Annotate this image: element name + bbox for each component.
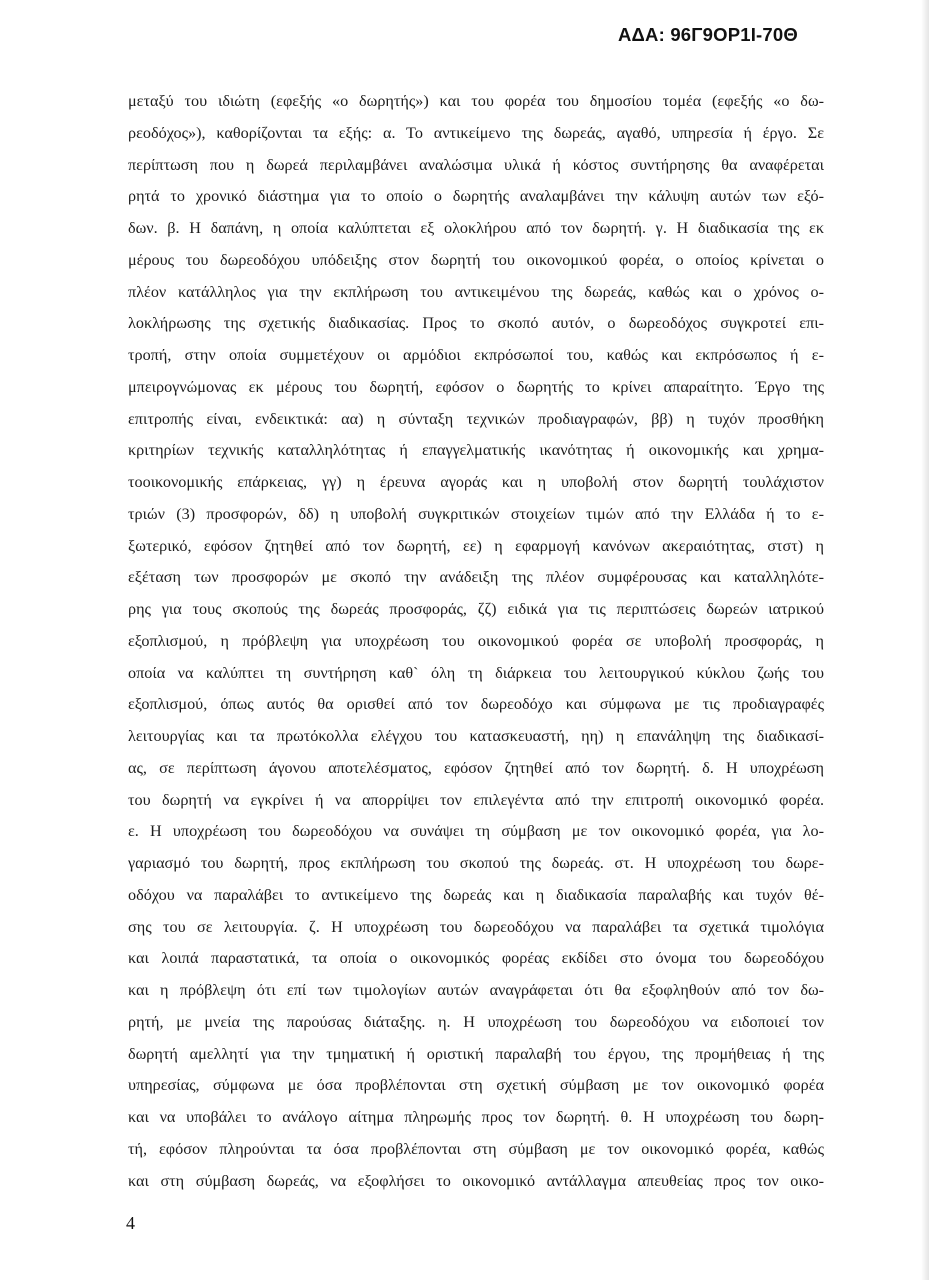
text-line: πλέον κατάλληλος για την εκπλήρωση του αντικειμένου της δωρεάς, καθώς και ο χρόνος ο-	[128, 282, 824, 301]
text-line: ας, σε περίπτωση άγονου αποτελέσματος, εφόσον ζητηθεί από τον δωρητή. δ. Η υποχρέωση	[128, 758, 824, 777]
text-line: ξωτερικό, εφόσον ζητηθεί από τον δωρητή, εε) η εφαρμογή κανόνων ακεραιότητας, στστ) η	[128, 536, 824, 555]
text-line: γαριασμό του δωρητή, προς εκπλήρωση του σκοπού της δωρεάς. στ. Η υποχρέωση του δωρε-	[128, 854, 824, 872]
text-line: τή, εφόσον πληρούνται τα όσα προβλέπονται στη σύμβαση με τον οικονομικό φορέα, καθώς	[128, 1139, 824, 1158]
text-line: και λοιπά παραστατικά, τα οποία ο οικονομικός φορέας εκδίδει στο όνομα του δωρεοδόχου	[128, 949, 824, 968]
text-line: ρητά το χρονικό διάστημα για το οποίο ο δωρητής αναλαμβάνει την κάλυψη αυτών των εξό-	[128, 187, 824, 206]
body-text	[128, 86, 824, 1197]
text-line: ε. Η υποχρέωση του δωρεοδόχου να συνάψει τη σύμβαση με τον οικονομικό φορέα, για λο-	[128, 822, 824, 841]
text-line: του δωρητή να εγκρίνει ή να απορρίψει τον επιλεγέντα από την επιτροπή οικονομικό φορέα.	[128, 790, 824, 809]
text-line: κριτηρίων τεχνικής καταλληλότητας ή επαγγελματικής ικανότητας ή οικονομικής και χρημα-	[128, 441, 824, 460]
text-line: ρητή, με μνεία της παρούσας διάταξης. η. Η υποχρέωση του δωρεοδόχου να ειδοποιεί τον	[128, 1012, 824, 1031]
text-line: εξοπλισμού, όπως αυτός θα ορισθεί από τον δωρεοδόχο και σύμφωνα με τις προδιαγραφές	[128, 695, 824, 714]
text-line: δωρητή αμελλητί για την τμηματική ή οριστική παραλαβή του έργου, της προμήθειας ή της	[128, 1044, 824, 1063]
text-line: λειτουργίας και τα πρωτόκολλα ελέγχου του κατασκευαστή, ηη) η επανάληψη της διαδικασί-	[128, 727, 824, 745]
text-line: μέρους του δωρεοδόχου υπόδειξης στον δωρητή του οικονομικού φορέα, ο οποίος κρίνεται ο	[128, 250, 824, 269]
text-line: και στη σύμβαση δωρεάς, να εξοφλήσει το οικονομικό αντάλλαγμα απευθείας προς τον οικο-	[128, 1171, 824, 1190]
text-line: δων. β. Η δαπάνη, η οποία καλύπτεται εξ ολοκλήρου από τον δωρητή. γ. Η διαδικασία της εκ	[128, 219, 824, 237]
page-number: 4	[126, 1213, 135, 1233]
text-line: περίπτωση που η δωρεά περιλαμβάνει αναλώσιμα υλικά ή κόστος συντήρησης θα αναφέρεται	[128, 155, 824, 174]
text-line: οδόχου να παραλάβει το αντικείμενο της δωρεάς και η διαδικασία παραλαβής και τυχόν θέ-	[128, 885, 824, 904]
text-line: και η πρόβλεψη ότι επί των τιμολογίων αυτών αναγράφεται ότι θα εξοφληθούν από τον δω-	[128, 981, 824, 999]
text-line: τριών (3) προσφορών, δδ) η υποβολή συγκριτικών στοιχείων τιμών από την Ελλάδα ή το ε-	[128, 504, 824, 523]
text-line: τοοικονομικής επάρκειας, γγ) η έρευνα αγοράς και η υποβολή στον δωρητή τουλάχιστον	[128, 473, 824, 491]
page-edge-shadow	[921, 0, 929, 1280]
text-line: σης του σε λειτουργία. ζ. Η υποχρέωση του δωρεοδόχου να παραλάβει τα σχετικά τιμολόγια	[128, 917, 824, 936]
text-line: οποία να καλύπτει τη συντήρηση καθ` όλη τη διάρκεια του λειτουργικού κύκλου ζωής του	[128, 663, 824, 682]
text-line: μπειρογνώμονας εκ μέρους του δωρητή, εφόσον ο δωρητής το κρίνει απαραίτητο. Έργο της	[128, 377, 824, 396]
text-line: μεταξύ του ιδιώτη (εφεξής «ο δωρητής») και του φορέα του δημοσίου τομέα (εφεξής «ο δω-	[128, 92, 824, 110]
text-line: ρεοδόχος»), καθορίζονται τα εξής: α. Το αντικείμενο της δωρεάς, αγαθό, υπηρεσία ή έργο. Σε	[128, 123, 824, 142]
text-line: εξέταση των προσφορών με σκοπό την ανάδειξη της πλέον συμφέρουσας και καταλληλότε-	[128, 568, 824, 587]
text-line: ρης για τους σκοπούς της δωρεάς προσφοράς, ζζ) ειδικά για τις περιπτώσεις δωρεών ιατρικού	[128, 600, 824, 618]
text-line: και να υποβάλει το ανάλογο αίτημα πληρωμής προς τον δωρητή. θ. Η υποχρέωση του δωρη-	[128, 1108, 824, 1126]
text-line: επιτροπής είναι, ενδεικτικά: αα) η σύνταξη τεχνικών προδιαγραφών, ββ) η τυχόν προσθήκη	[128, 409, 824, 428]
text-line: υπηρεσίας, σύμφωνα με όσα προβλέπονται στη σχετική σύμβαση με τον οικονομικό φορέα	[128, 1076, 824, 1095]
text-line: τροπή, στην οποία συμμετέχουν οι αρμόδιοι εκπρόσωποί του, καθώς και εκπρόσωπος ή ε-	[128, 346, 824, 364]
text-line: λοκλήρωσης της σχετικής διαδικασίας. Προς το σκοπό αυτόν, ο δωρεοδόχος συγκροτεί επι-	[128, 314, 824, 333]
text-line: εξοπλισμού, η πρόβλεψη για υποχρέωση του οικονομικού φορέα σε υποβολή προσφοράς, η	[128, 631, 824, 650]
ada-code: ΑΔΑ: 96Γ9ΟΡ1Ι-70Θ	[618, 24, 798, 45]
